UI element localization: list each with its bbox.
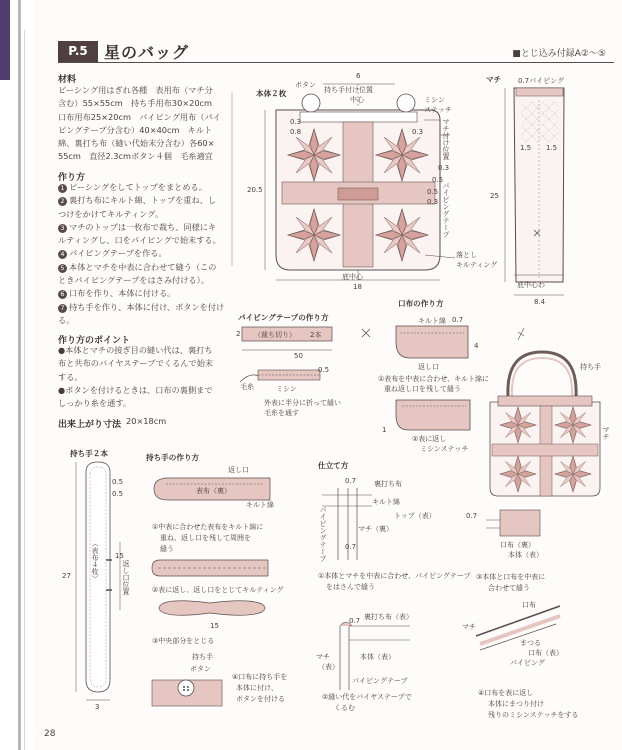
handle-step1a: ①中表に合わせた表布をキルト綿に [152, 523, 264, 531]
label-mouth-back: 口布（裏） [500, 541, 535, 549]
step-number-badge: 7 [58, 304, 67, 313]
mouth-step1a: ①表布を中表に合わせ、キルト綿に [378, 375, 489, 383]
step-number-badge: 3 [58, 224, 67, 233]
attach-step4a: ④口布を表に返し [478, 689, 534, 697]
label-handle-button: ボタン [190, 665, 211, 673]
points-heading: 作り方のポイント [58, 336, 131, 346]
dim-27: 27 [62, 572, 71, 580]
dim-205: 20.5 [247, 186, 263, 194]
materials-line: ピーシング用はぎれ各種 表用布（マチ分 [58, 85, 213, 95]
dim-03d: 0.3 [427, 198, 439, 206]
label-bag-gusset: マチ [602, 426, 610, 440]
dim-18: 18 [353, 283, 362, 291]
label-bag-handle: 持ち手 [580, 363, 601, 371]
dim-08: 0.8 [290, 128, 302, 136]
dim-handle-05a: 0.5 [112, 478, 124, 486]
dim-mouth-1: 1 [382, 426, 387, 434]
step-number-badge: 1 [58, 184, 67, 193]
handle-step1c: 縫う [160, 545, 174, 553]
finish-step1b: をはさんで縫う [326, 583, 375, 591]
finished-bag-illustration [490, 352, 600, 496]
method-heading: 作り方 [58, 173, 86, 183]
gusset-diagram-title: マチ [486, 75, 502, 84]
label-piping-tape: パイピングテープ [442, 182, 450, 238]
label-finish-piping-tape: パイピングテープ [319, 506, 327, 562]
dim-25: 25 [490, 192, 499, 200]
dim-mouth-07: 0.7 [452, 316, 464, 324]
materials-line: ピングテープ分含む）40×40cm キルト [58, 124, 213, 135]
mouth-step2a: ②表に返し [412, 435, 447, 443]
step-text: パイピングテープを作る。 [69, 248, 167, 259]
dim-handle-make-15: 15 [210, 622, 219, 630]
materials-line: 綿、裏打ち布（縫い代始末分含む）各60× [58, 138, 215, 149]
body-diagram-title: 本体２枚 [256, 89, 287, 98]
points-line: しっかり糸を通す。 [58, 398, 132, 409]
label-mouth-turn: 返し口 [418, 363, 439, 371]
step-text: る。 [58, 314, 75, 325]
dim-top: 6 [356, 72, 361, 80]
attach-step4b: 本体にまつり付け [488, 700, 544, 708]
materials-heading: 材料 [58, 75, 77, 85]
step-text: ときパイピングテープをはさみ付ける）。 [58, 275, 209, 286]
step-text: 口布を作り、本体に付ける。 [69, 288, 176, 299]
label-body-front: 本体（表） [360, 653, 395, 661]
step-text: マチのトップは一枚布で裁ち、同様にキ [69, 221, 217, 232]
label-bottom-center: 底中心 [342, 273, 363, 281]
points-line: ●本体とマチの接ぎ目の縫い代は、裏打ち [58, 345, 213, 355]
mouth-step2b: ミシンステッチ [420, 445, 469, 453]
mouth-diagram-title: 口布の作り方 [398, 299, 444, 308]
step-text: つけをかけてキルティング。 [58, 208, 164, 219]
piping-diagram-title: パイピングテープの作り方 [238, 313, 329, 322]
label-mouth-front: 口布（表） [528, 649, 563, 657]
label-backing: 裏打ち布 [374, 480, 402, 488]
points-line: 布と共布のバイヤステープでくるんで始末 [58, 358, 214, 369]
label-sew: ミシン [276, 385, 297, 393]
label-gusset-back: マチ（裏） [358, 525, 393, 533]
label-wrap: まつる [520, 639, 541, 647]
label-count: 2本 [310, 331, 322, 339]
finished-size-value: 20×18cm [126, 416, 167, 426]
step-number-badge: 2 [58, 197, 67, 206]
step-text: 本体とマチを中表に合わせて縫う（この [69, 261, 217, 272]
label-attach-piping: パイピング [510, 659, 545, 667]
note-piping-2: 毛糸を通す [264, 409, 299, 417]
label-button: ボタン [295, 81, 316, 89]
step-text: 裏打ち布にキルト綿、トップを重ね、し [69, 195, 217, 206]
dim-finish-07c: 0.7 [349, 617, 361, 625]
page-title: 星のバッグ [104, 43, 190, 62]
label-handle: 持ち手 [192, 653, 213, 661]
label-gusset-position: マチ付け位置 [442, 118, 450, 160]
finished-size-label: 出来上がり寸法 [58, 420, 122, 430]
label-front-back: 表布（裏） [196, 487, 231, 495]
step-number-badge: 6 [58, 290, 67, 299]
points-line: ●ボタンを付けるときは、口布の裏側まで [58, 384, 213, 395]
label-cut: （裁ち切り） [254, 331, 296, 339]
label-gusset-piping: 0.7パイピング [518, 77, 564, 85]
label-finish-quilt: キルト綿 [372, 498, 400, 506]
label-quilt-batting: キルト綿 [418, 317, 446, 325]
attach-step4c: 残りのミシンステッチをする [488, 711, 579, 719]
handle-step3: ③中央部分をとじる [152, 637, 215, 645]
label-handle-quilt: キルト綿 [246, 501, 274, 509]
label-attach-mouth: 口布 [522, 601, 536, 609]
dim-03b: 0.3 [412, 128, 424, 136]
materials-line: 含む）55×55cm 持ち手用布30×20cm [58, 98, 213, 109]
dim-4: 4 [474, 342, 479, 350]
handle-step4a: ④口布に持ち手を [232, 673, 288, 681]
label-handle-pos: 持ち手付け位置 [324, 86, 373, 94]
dim-3: 3 [95, 703, 100, 711]
step-text: ルティングし、口をパイピングで始末する。 [58, 235, 221, 246]
materials-line: 55cm 直径2.3cmボタン４個 毛糸適宜 [58, 151, 213, 162]
dim-15a: 1.5 [520, 144, 532, 152]
step-text: 持ち手を作り、本体に付け、ボタンを付け [69, 301, 225, 312]
handle-step1b: 重ね、返し口を残して周囲を [160, 534, 251, 542]
label-yarn: 毛糸 [240, 383, 254, 391]
mouth-step1b: 重ね返し口を残して縫う [384, 385, 461, 393]
label-finish-gusset: マチ [316, 653, 330, 661]
handle-step4c: ボタンを付ける [236, 695, 285, 703]
attach-step3a: ③本体と口布を中表に [476, 573, 546, 581]
dim-handle-15: 15 [115, 552, 124, 560]
points-line: する。 [58, 371, 83, 382]
finish-step1a: ①本体とマチを中表に合わせ、パイピングテープ [318, 572, 471, 580]
materials-line: 口布用布25×20cm パイピング用布（パイ [58, 111, 221, 122]
finish-step2b: くるむ [334, 704, 355, 712]
label-center: 中心 [350, 96, 364, 104]
dim-15b: 1.5 [546, 144, 558, 152]
step-text: ピーシングをしてトップをまとめる。 [69, 182, 207, 192]
label-handle-turn: 返し口位置 [122, 560, 130, 595]
dim-finish-07a: 0.7 [345, 477, 357, 485]
label-handle-front: （表布４枚） [91, 540, 99, 582]
dim-84: 8.4 [534, 298, 546, 306]
dim-03a: 0.3 [290, 118, 302, 126]
note-piping-1: 外表に半分に折って縫い [264, 399, 341, 407]
label-drop-quilt: 落とし キルティング [456, 251, 498, 269]
page-number: 28 [44, 729, 56, 739]
label-finish-front: （表） [318, 663, 339, 671]
label-handle-turn-opening: 返し口 [228, 466, 249, 474]
label-top: トップ（表） [394, 512, 436, 520]
dim-finish-07b: 0.7 [345, 543, 357, 551]
pattern-reference: ■とじ込み付録A②〜⑤ [512, 49, 606, 59]
dim-50: 50 [294, 352, 303, 360]
label-piping-tape2: パイピングテープ [352, 677, 408, 685]
label-machine-stitch: ミシン ステッチ [424, 96, 452, 114]
dim-03c: 0.3 [438, 164, 450, 172]
dim-piping-05: 0.5 [318, 366, 330, 374]
label-attach-gusset: マチ [462, 623, 476, 631]
label-gusset-bottom: 底中心わ [517, 281, 545, 289]
step-number-badge: 4 [58, 250, 67, 259]
finish-step2a: ②縫い代をバイヤステープで [322, 693, 412, 701]
handle-step2: ②表に返し、返し口をとじてキルティング [152, 586, 284, 594]
label-attach-body: 本体（表） [508, 551, 543, 559]
dim-05: 0.5 [432, 176, 444, 184]
finish-diagram-title: 仕立て方 [318, 461, 349, 470]
handle-make-title: 持ち手の作り方 [146, 453, 200, 462]
page-badge: P.5 [58, 41, 98, 62]
gusset-diagram [505, 88, 564, 295]
dim-attach-07: 0.7 [466, 512, 478, 520]
dim-handle-05b: 0.5 [112, 490, 124, 498]
handle-step4b: 本体に付け、 [236, 684, 278, 692]
dim-05b: 0.5 [427, 188, 439, 196]
handle-diagram-title: 持ち手２本 [70, 449, 108, 458]
label-backing2: 裏打ち布（表） [364, 613, 413, 621]
dim-2: 2 [236, 330, 241, 338]
attach-step3b: 合わせて縫う [488, 584, 530, 592]
step-number-badge: 5 [58, 264, 67, 273]
